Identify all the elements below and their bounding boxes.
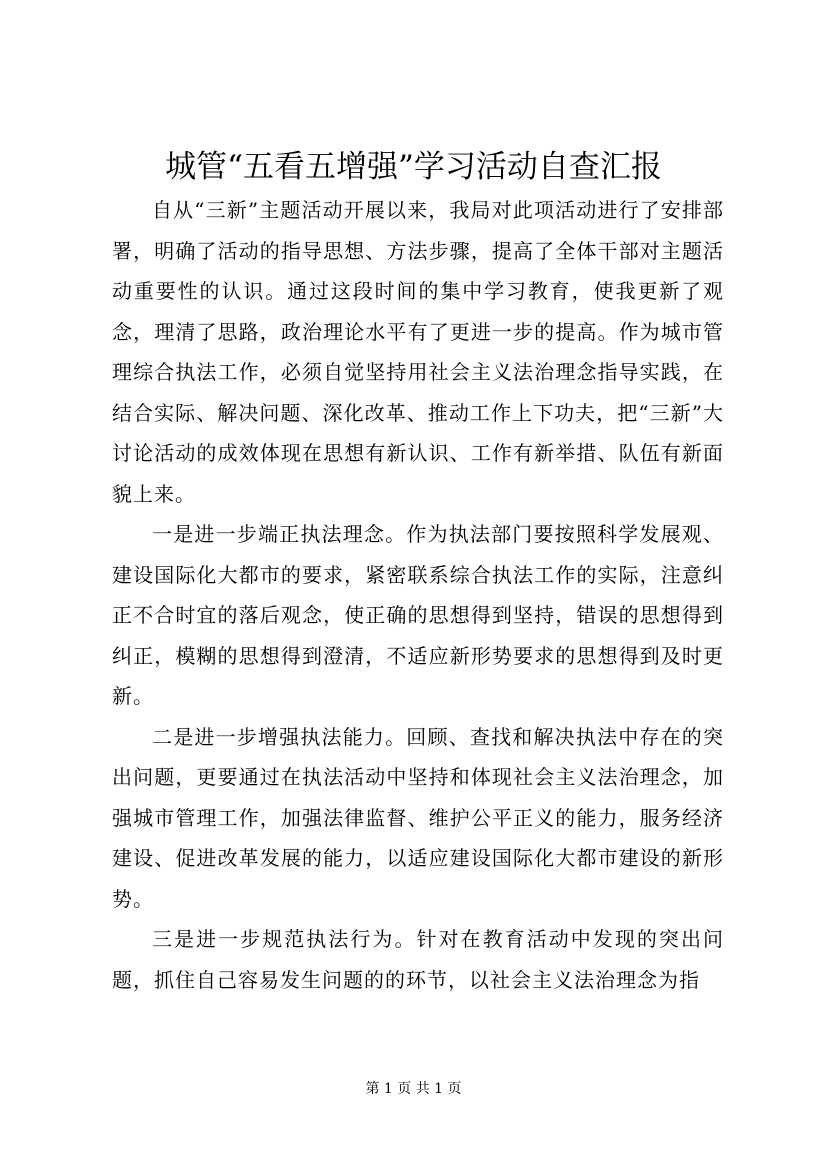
- paragraph-point-3: 三是进一步规范执法行为。针对在教育活动中发现的突出问题，抓住自己容易发生问题的的环节，以社会主义法治理念为指: [112, 927, 724, 992]
- paragraph-intro: 自从“三新”主题活动开展以来，我局对此项活动进行了安排部署，明确了活动的指导思想、方法步骤，提高了全体干部对主题活动重要性的认识。通过这段时间的集中学习教育，使我更新了观念，理清了思路，政治理论水平有了更进一步的提高。作为城市管理综合执法工作，必须自觉坚持用社会主义法治理念指导实践，在结合实际、解决问题、深化改革、推动工作上下功夫，把“三新”大讨论活动的成效体现在思想有新认识、工作有新举措、队伍有新面貌上来。: [112, 198, 724, 506]
- document-title: 城管“五看五增强”学习活动自查汇报: [165, 149, 662, 185]
- document-body: [112, 190, 724, 1000]
- paragraph-point-2: 二是进一步增强执法能力。回顾、查找和解决执法中存在的突出问题，更要通过在执法活动中坚持和体现社会主义法治理念，加强城市管理工作，加强法律监督、维护公平正义的能力，服务经济建设、促进改革发展的能力，以适应建设国际化大都市建设的新形势。: [112, 724, 724, 911]
- paragraph-point-1: 一是进一步端正执法理念。作为执法部门要按照科学发展观、建设国际化大都市的要求，紧密联系综合执法工作的实际，注意纠正不合时宜的落后观念，使正确的思想得到坚持，错误的思想得到纠正，模糊的思想得到澄清，不适应新形势要求的思想得到及时更新。: [112, 522, 724, 708]
- page-footer: 第 1 页 共 1 页: [365, 1081, 462, 1097]
